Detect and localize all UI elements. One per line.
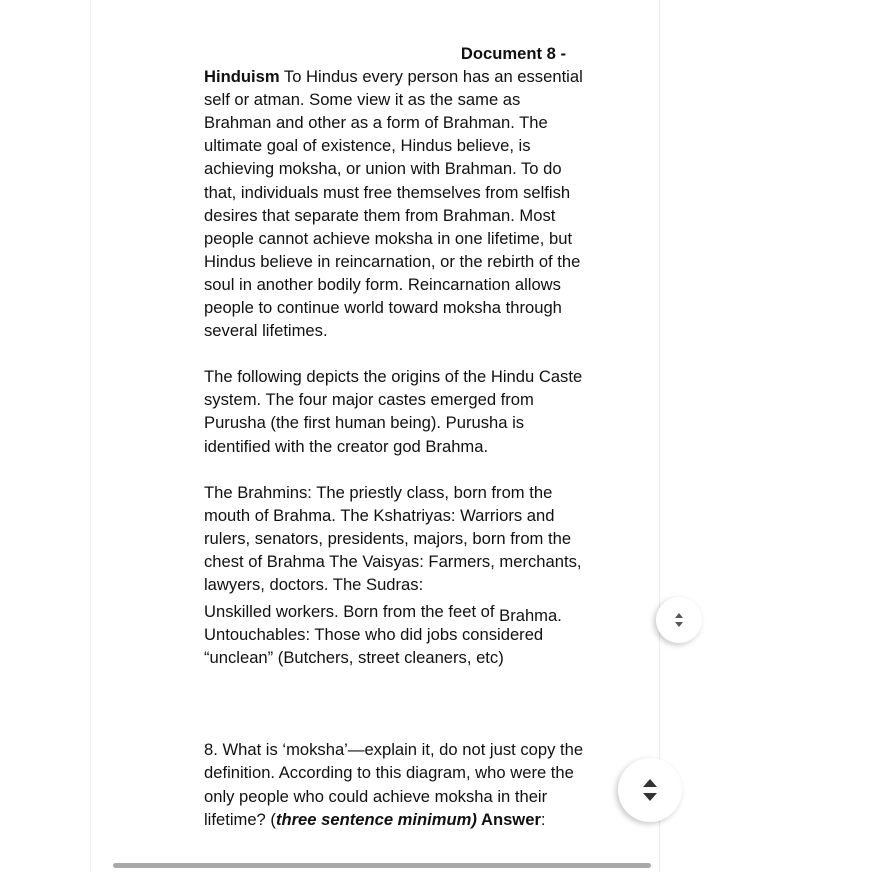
question-8 — [204, 738, 584, 830]
question-emphasis: three sentence minimum) — [275, 809, 477, 829]
arrow-up-icon — [643, 779, 657, 787]
page-scroll-button[interactable] — [618, 758, 682, 822]
arrow-down-icon — [643, 793, 657, 801]
paragraph-atman-text: To Hindus every person has an essential self or atman. Some view it as the same as Brahman and other as a form of Brahman. The ultimate goal of existence, Hindus believe, is achieving moksha, or union with Brahman. To do that, individuals must free themselves from selfish desires that separate them from Brahman. Most people cannot achieve moksha in one lifetime, but Hindus believe in reincarnation, or the rebirth of the soul in another bodily form. Reincarnation allows people to continue world toward moksha through several lifetimes. — [204, 67, 583, 341]
arrow-down-icon — [675, 622, 683, 627]
horizontal-scrollbar[interactable] — [113, 863, 651, 868]
paragraph-sudras — [204, 600, 584, 626]
document-content — [204, 42, 584, 831]
question-text: 8. What is ‘moksha’—explain it, do not just copy the definition. According to this diagram, who were the only people who could achieve moksha in their lifetime? ( — [204, 740, 584, 829]
sudras-brahma: Brahma. — [499, 606, 562, 626]
paragraph-caste-origin: The following depicts the origins of the Hindu Caste system. The four major castes emerged from Purusha (the first human being). Purusha is identified with the creator god Brahma. — [204, 367, 583, 456]
paragraph-untouchables: Untouchables: Those who did jobs considered “unclean” (Butchers, street cleaners, etc) — [204, 625, 544, 668]
sudras-text: Unskilled workers. Born from the feet of — [204, 602, 500, 622]
answer-colon: : — [540, 809, 546, 829]
arrow-up-icon — [675, 613, 683, 618]
paragraph-castes: The Brahmins: The priestly class, born from the mouth of Brahma. The Kshatriyas: Warriors and rulers, senators, presidents, majors, born from the chest of Brahma The Vaisyas: Farmers, merchants, lawyers, doctors. The Sudras: — [204, 482, 582, 594]
document-subject: Hinduism — [204, 67, 280, 87]
page-scroll-button-small[interactable] — [656, 597, 702, 643]
paragraph-atman — [204, 65, 584, 342]
document-title: Document 8 - — [460, 44, 566, 63]
answer-label: Answer — [476, 809, 541, 829]
